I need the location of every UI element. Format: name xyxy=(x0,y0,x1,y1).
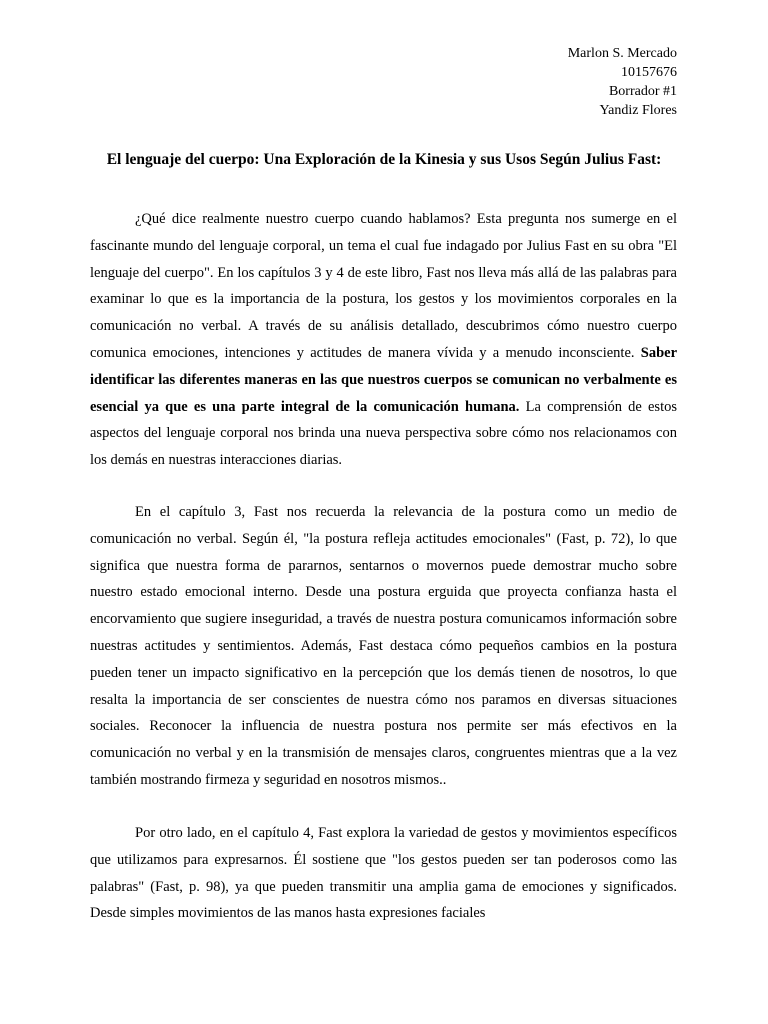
paragraph-2 xyxy=(90,499,677,794)
paragraph-2-text: En el capítulo 3, Fast nos recuerda la relevancia de la postura como un medio de comunicación no verbal. Según él, "la postura refleja actitudes emocionales" (Fast, p. 72), lo que significa que nuestra forma de pararnos, sentarnos o movernos puede demostrar mucho sobre nuestro estado emocional interno. Desde una postura erguida que proyecta confianza hasta el encorvamiento que sugiere inseguridad, a través de nuestra postura comunicamos información sobre nuestras actitudes y sentimientos. Además, Fast destaca cómo pequeños cambios en la postura pueden tener un impacto significativo en la percepción que los demás tienen de nosotros, lo que resalta la importancia de ser conscientes de nuestra cómo nos paramos en diversas situaciones sociales. Reconocer la influencia de nuestra postura nos permite ser más efectivos en la comunicación no verbal y en la transmisión de mensajes claros, congruentes mientras que a la vez también mostrando firmeza y seguridad en nosotros mismos.. xyxy=(90,504,677,788)
professor-name: Yandiz Flores xyxy=(599,103,677,118)
paragraph-1-closing: La comprensión de estos aspectos del lenguaje corporal nos brinda una nueva perspectiva sobre cómo nos relacionamos con los demás en nuestras interacciones diarias. xyxy=(90,398,677,469)
paragraph-3 xyxy=(90,820,677,927)
draft-label: Borrador #1 xyxy=(608,84,677,99)
paragraph-1 xyxy=(90,206,677,474)
document-title: El lenguaje del cuerpo: Una Exploración de la Kinesia y sus Usos Según Julius Fast: xyxy=(106,151,662,168)
paragraph-3-text: Por otro lado, en el capítulo 4, Fast explora la variedad de gestos y movimientos específicos que utilizamos para expresarnos. Él sostiene que "los gestos pueden ser tan poderosos como las palabras" (Fast, p. 98), ya que pueden transmitir una amplia gama de emociones y significados. Desde simples movimientos de las manos hasta expresiones faciales xyxy=(90,825,677,922)
paragraph-1-intro: ¿Qué dice realmente nuestro cuerpo cuando hablamos? Esta pregunta nos sumerge en el fascinante mundo del lenguaje corporal, un tema el cual fue indagado por Julius Fast en su obra "El lenguaje del cuerpo". En los capítulos 3 y 4 de este libro, Fast nos lleva más allá de las palabras para examinar lo que es la importancia de la postura, los gestos y los movimientos corporales en la comunicación no verbal. A través de su análisis detallado, descubrimos cómo nuestro cuerpo comunica emociones, intenciones y actitudes de manera vívida y a menudo inconsciente. xyxy=(90,211,677,361)
thesis-statement: Saber identificar las diferentes maneras en las que nuestros cuerpos se comunican no verbalmente es esencial ya que es una parte integral de la comunicación humana. xyxy=(90,344,677,415)
student-id: 10157676 xyxy=(621,65,677,80)
author-header xyxy=(568,44,677,120)
author-name: Marlon S. Mercado xyxy=(567,46,677,61)
